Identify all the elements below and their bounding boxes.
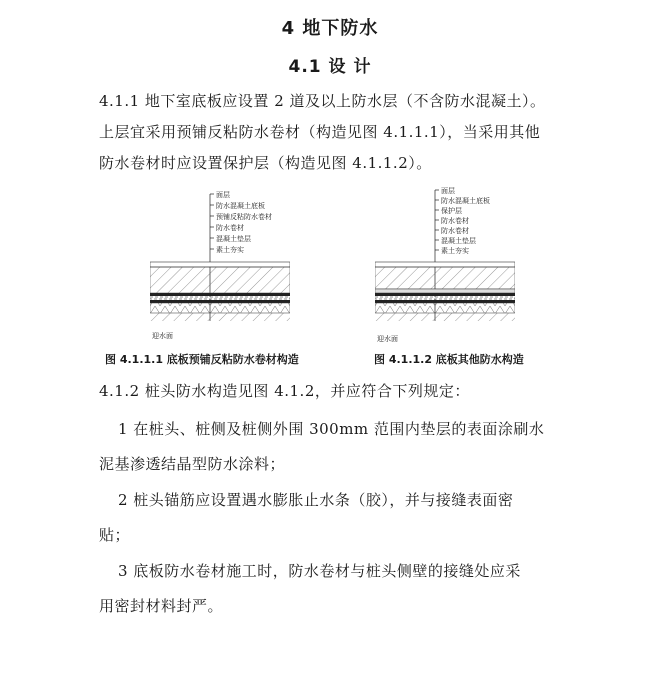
clause-4-1-2-item-3-line-1: 3 底板防水卷材施工时，防水卷材与桩头侧壁的接缝处应采 xyxy=(118,562,521,580)
compacted-soil-layer xyxy=(375,313,515,321)
membrane-layer-2 xyxy=(375,300,515,303)
cushion-layer xyxy=(150,303,290,313)
membrane-layer-2 xyxy=(150,300,290,303)
figure-left-caption: 图 4.1.1.1 底板预铺反粘防水卷材构造 xyxy=(105,353,299,366)
fig-right-label-3: 保护层 xyxy=(441,207,462,215)
membrane-layer-1 xyxy=(150,293,290,296)
fig-left-label-3: 预铺反粘防水卷材 xyxy=(216,213,272,221)
fig-right-water-face: 迎水面 xyxy=(377,335,398,343)
clause-4-1-2-item-3-line-2: 用密封材料封严。 xyxy=(99,597,224,615)
clause-4-1-2-intro: 4.1.2 桩头防水构造见图 4.1.2，并应符合下列规定： xyxy=(99,382,470,400)
membrane-layer-1 xyxy=(375,293,515,296)
fig-left-label-5: 混凝土垫层 xyxy=(216,235,251,243)
clause-4-1-2-item-2-line-2: 贴； xyxy=(99,526,131,544)
fig-right-label-7: 素土夯实 xyxy=(441,247,469,255)
fig-right-label-5: 防水卷材 xyxy=(441,227,469,235)
fig-right-label-4: 防水卷材 xyxy=(441,217,469,225)
figure-left-diagram xyxy=(150,186,290,346)
chapter-title: 4 地下防水 xyxy=(281,18,379,39)
concrete-slab-layer xyxy=(150,267,290,293)
surface-layer xyxy=(375,262,515,267)
section-title: 4.1 设 计 xyxy=(288,57,372,77)
fig-right-label-1: 面层 xyxy=(441,187,455,195)
clause-4-1-1-line-2: 上层宜采用预铺反粘防水卷材（构造见图 4.1.1.1），当采用其他 xyxy=(99,123,541,141)
fig-right-label-2: 防水混凝土底板 xyxy=(441,197,490,205)
surface-layer xyxy=(150,262,290,267)
clause-4-1-2-item-1-line-1: 1 在桩头、桩侧及桩侧外围 300mm 范围内垫层的表面涂刷水 xyxy=(118,420,545,438)
fig-left-label-4: 防水卷材 xyxy=(216,224,244,232)
clause-4-1-2-item-1-line-2: 泥基渗透结晶型防水涂料； xyxy=(99,455,286,473)
clause-4-1-2-item-2-line-1: 2 桩头锚筋应设置遇水膨胀止水条（胶），并与接缝表面密 xyxy=(118,491,514,509)
fig-left-label-6: 素土夯实 xyxy=(216,246,244,254)
figure-right-caption: 图 4.1.1.2 底板其他防水构造 xyxy=(374,353,524,366)
fig-left-label-1: 面层 xyxy=(216,191,230,199)
cushion-layer xyxy=(375,303,515,313)
fig-left-water-face: 迎水面 xyxy=(152,332,173,340)
clause-4-1-1-line-1: 4.1.1 地下室底板应设置 2 道及以上防水层（不含防水混凝土）。 xyxy=(99,92,546,110)
compacted-soil-layer xyxy=(150,313,290,321)
clause-4-1-1-line-3: 防水卷材时应设置保护层（构造见图 4.1.1.2）。 xyxy=(99,154,432,172)
fig-left-label-2: 防水混凝土底板 xyxy=(216,202,265,210)
figure-right-diagram xyxy=(375,186,515,346)
clause-4-1-1 xyxy=(99,86,589,179)
protection-layer xyxy=(375,289,515,293)
concrete-slab-layer xyxy=(375,267,515,289)
fig-right-label-6: 混凝土垫层 xyxy=(441,237,476,245)
